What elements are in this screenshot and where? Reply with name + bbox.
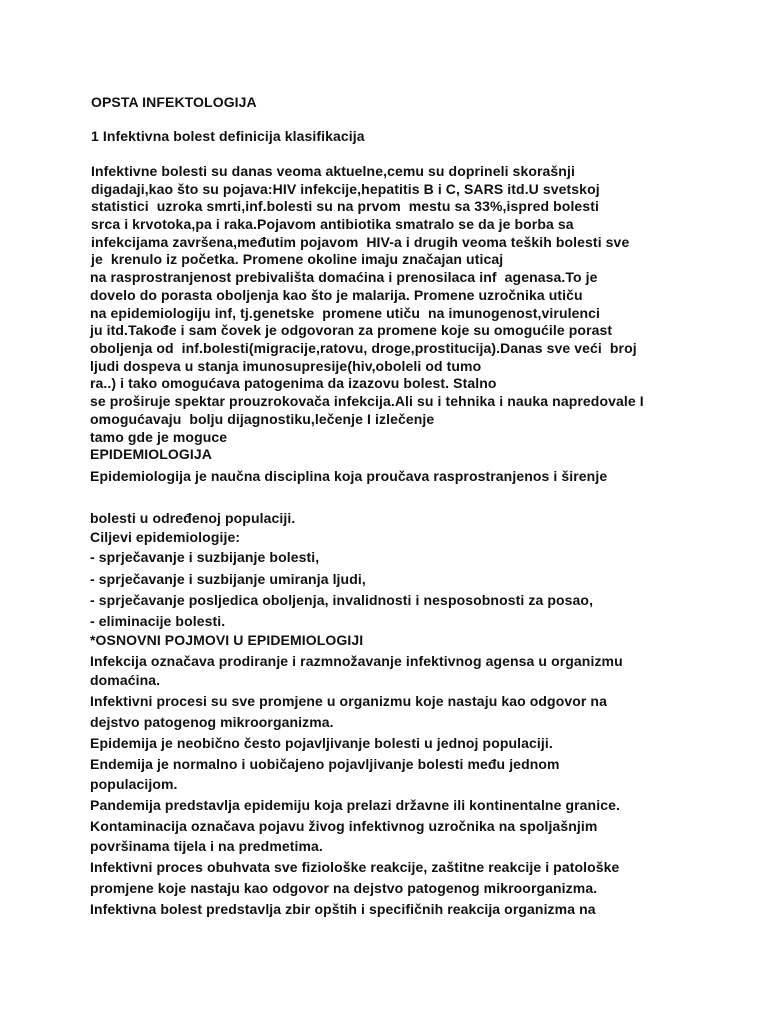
list-item: - sprječavanje i suzbijanje umiranja ljudi, [90,571,366,587]
paragraph-line: Infekcija označava prodiranje i razmnožavanje infektivnog agensa u organizmu [90,653,623,669]
paragraph-line: digadaji,kao što su pojava:HIV infekcije,hepatitis B i C, SARS itd.U svetskoj [91,181,600,197]
paragraph-line: tamo gde je moguce [90,429,228,445]
paragraph-line: ju itd.Takođe i sam čovek je odgovoran za promene koje su omogućile porast [90,322,613,338]
section-heading-osnovni-pojmovi: *OSNOVNI POJMOVI U EPIDEMIOLOGIJI [90,632,364,648]
list-item: - eliminacije bolesti. [90,613,226,629]
paragraph-line: oboljenja od inf.bolesti(migracije,ratovu, droge,prostitucija).Danas sve veći broj [90,340,637,356]
paragraph-line: Pandemija predstavlja epidemiju koja prelazi državne ili kontinentalne granice. [90,797,620,813]
paragraph-line: dejstvo patogenog mikroorganizma. [90,714,334,730]
paragraph-line: promjene koje nastaju kao odgovor na dejstvo patogenog mikroorganizma. [90,880,598,896]
paragraph-line: je krenulo iz početka. Promene okoline imaju značajan uticaj [91,251,504,267]
paragraph-line: Epidemija je neobično često pojavljivanje bolesti u jednoj populaciji. [90,735,553,751]
paragraph-line: statistici uzroka smrti,inf.bolesti su na prvom mestu sa 33%,ispred bolesti [91,198,599,214]
paragraph-line: na rasprostranjenost prebivališta domaćina i prenosilaca inf agenasa.To je [90,269,598,285]
paragraph-line: Infektivni proces obuhvata sve fiziološke reakcije, zaštitne reakcije i patološke [90,859,620,875]
paragraph-line: Kontaminacija označava pojavu živog infektivnog uzročnika na spoljašnjim [90,818,598,834]
section-heading-epidemiologija: EPIDEMIOLOGIJA [90,446,212,462]
paragraph-line: na epidemiologiju inf, tj.genetske promene utiču na imunogenost,virulenci [90,305,601,321]
paragraph-line: Infektivne bolesti su danas veoma aktuelne,cemu su doprineli skorašnji [91,163,575,179]
paragraph-line: omogućavaju bolju dijagnostiku,lečenje I izlečenje [90,411,435,427]
paragraph-line: domaćina. [90,672,161,688]
paragraph-line: infekcijama završena,međutim pojavom HIV-a i drugih veoma teških bolesti sve [91,234,630,250]
list-item: - sprječavanje i suzbijanje bolesti, [90,549,320,565]
paragraph-line: Infektivna bolest predstavlja zbir opštih i specifičnih reakcija organizma na [90,901,596,917]
section-heading-infektivna-bolest: 1 Infektivna bolest definicija klasifikacija [91,128,365,144]
paragraph-line: populacijom. [90,776,178,792]
paragraph-line: bolesti u određenoj populaciji. [90,510,296,526]
paragraph-line: ra..) i tako omogućava patogenima da izazovu bolest. Stalno [90,375,497,391]
paragraph-line: ljudi dospeva u stanja imunosupresije(hiv,oboleli od tumo [90,358,482,374]
paragraph-line: Epidemiologija je naučna disciplina koja proučava rasprostranjenos i širenje [90,468,608,484]
document-title: OPSTA INFEKTOLOGIJA [91,94,257,110]
paragraph-line: Endemija je normalno i uobičajeno pojavljivanje bolesti među jednom [90,756,560,772]
paragraph-line: površinama tijela i na predmetima. [90,838,323,854]
paragraph-line: dovelo do porasta oboljenja kao što je malarija. Promene uzročnika utiču [90,287,583,303]
list-item: - sprječavanje posljedica oboljenja, invalidnosti i nesposobnosti za posao, [90,592,594,608]
goals-heading: Ciljevi epidemiologije: [90,529,241,545]
paragraph-line: srca i krvotoka,pa i raka.Pojavom antibiotika smatralo se da je borba sa [91,216,574,232]
paragraph-line: Infektivni procesi su sve promjene u organizmu koje nastaju kao odgovor na [90,693,607,709]
paragraph-line: se proširuje spektar prouzrokovača infekcija.Ali su i tehnika i nauka napredovale I [90,393,644,409]
